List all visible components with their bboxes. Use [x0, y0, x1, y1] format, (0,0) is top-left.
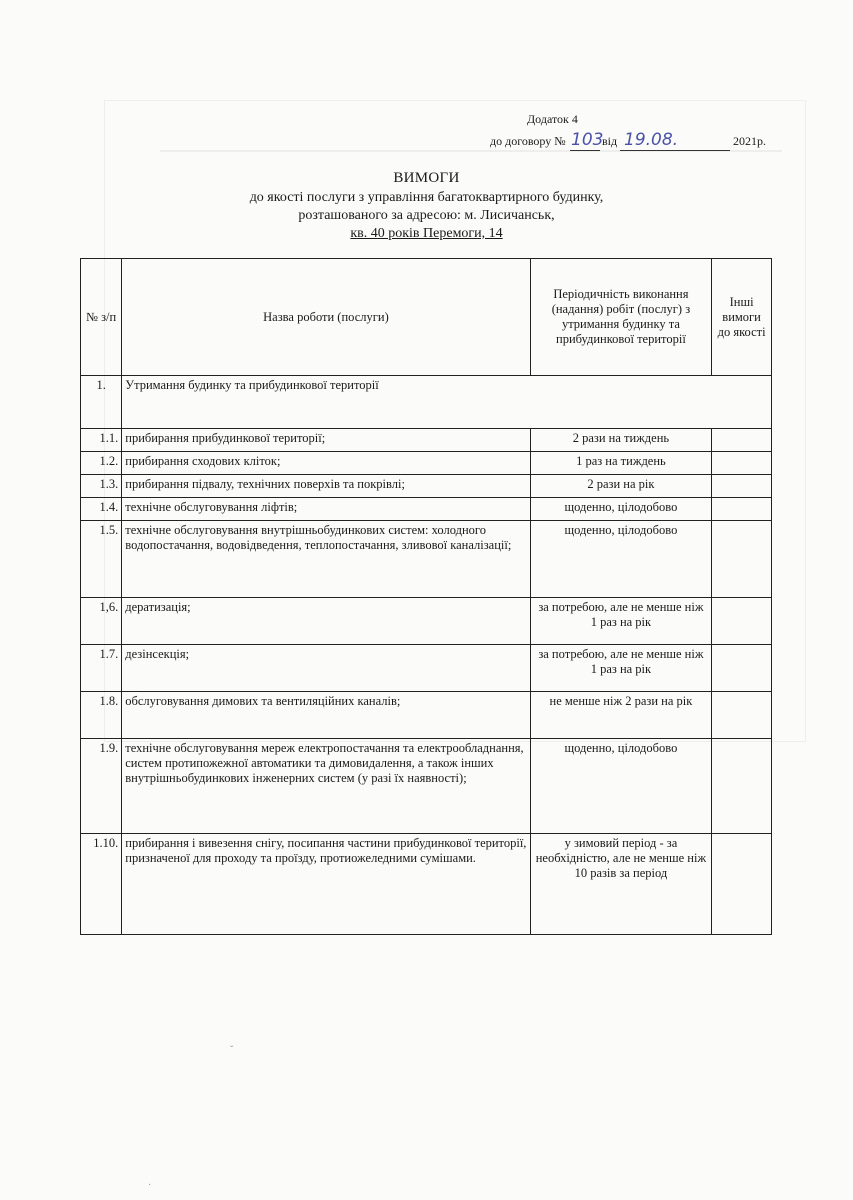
row-frequency: щоденно, цілодобово [530, 498, 712, 521]
doc-subtitle-2: розташованого за адресою: м. Лисичанськ, [298, 208, 555, 223]
section-num: 1. [81, 376, 122, 429]
row-num: 1.9. [81, 739, 122, 834]
row-other [712, 475, 772, 498]
table-row [81, 429, 772, 452]
row-num: 1.7. [81, 645, 122, 692]
section-title: Утримання будинку та прибудинкової території [122, 376, 772, 429]
doc-address: кв. 40 років Перемоги, 14 [350, 226, 503, 241]
row-num: 1.8. [81, 692, 122, 739]
row-other [712, 739, 772, 834]
doc-subtitle-1: до якості послуги з управління багатоквартирного будинку, [249, 190, 604, 205]
row-name: прибирання прибудинкової території; [122, 429, 530, 452]
row-name: технічне обслуговування мереж електропостачання та електрообладнання, систем протипожежної автоматики та димовидалення, а також інших внутрішньобудинкових інженерних систем (у разі їх наявності); [122, 739, 530, 834]
year-suffix: 2021р. [733, 134, 766, 148]
header-frequency: Періодичність виконання (надання) робіт (послуг) з утримання будинку та прибудинкової території [530, 259, 712, 376]
row-name: обслуговування димових та вентиляційних каналів; [122, 692, 530, 739]
row-name: дезінсекція; [122, 645, 530, 692]
row-frequency: 2 рази на тиждень [530, 429, 712, 452]
number-underline [570, 150, 600, 151]
row-frequency: щоденно, цілодобово [530, 739, 712, 834]
row-frequency: не менше ніж 2 рази на рік [530, 692, 712, 739]
row-other [712, 598, 772, 645]
row-other [712, 645, 772, 692]
section-row [81, 376, 772, 429]
row-num: 1.1. [81, 429, 122, 452]
row-other [712, 521, 772, 598]
requirements-table [80, 258, 772, 935]
header-other: Інші вимоги до якості [712, 259, 772, 376]
table-row [81, 739, 772, 834]
row-other [712, 498, 772, 521]
row-name: технічне обслуговування внутрішньобудинкових систем: холодного водопостачання, водовідведення, теплопостачання, зливової каналізації; [122, 521, 530, 598]
row-name: прибирання підвалу, технічних поверхів та покрівлі; [122, 475, 530, 498]
row-name: технічне обслуговування ліфтів; [122, 498, 530, 521]
row-num: 1.4. [81, 498, 122, 521]
row-other [712, 452, 772, 475]
table-header-row [81, 259, 772, 376]
row-num: 1.3. [81, 475, 122, 498]
row-name: прибирання і вивезення снігу, посипання частини прибудинкової території, призначеної для проходу та проїзду, протиожеледними сумішами. [122, 834, 530, 935]
contract-date: 19.08. [624, 130, 679, 150]
row-frequency: 1 раз на тиждень [530, 452, 712, 475]
table-row [81, 598, 772, 645]
contract-reference [490, 130, 780, 156]
row-name: дератизація; [122, 598, 530, 645]
date-prefix: від [602, 134, 618, 148]
table-row [81, 452, 772, 475]
contract-prefix: до договору № [490, 134, 566, 148]
annex-label: Додаток 4 [527, 112, 578, 126]
contract-number: 103 [571, 130, 604, 150]
row-num: 1.10. [81, 834, 122, 935]
scan-speck: ˇ [230, 1045, 234, 1056]
row-frequency: за потребою, але не менше ніж 1 раз на рік [530, 645, 712, 692]
scan-speck: · [148, 1180, 152, 1191]
table-row [81, 692, 772, 739]
table-row [81, 834, 772, 935]
header-name: Назва роботи (послуги) [122, 259, 530, 376]
table-row [81, 475, 772, 498]
row-frequency: у зимовий період - за необхідністю, але не менше ніж 10 разів за період [530, 834, 712, 935]
row-frequency: щоденно, цілодобово [530, 521, 712, 598]
row-other [712, 429, 772, 452]
row-frequency: 2 рази на рік [530, 475, 712, 498]
doc-title: ВИМОГИ [393, 170, 460, 186]
row-num: 1.5. [81, 521, 122, 598]
row-num: 1.2. [81, 452, 122, 475]
row-name: прибирання сходових кліток; [122, 452, 530, 475]
row-other [712, 692, 772, 739]
table-row [81, 498, 772, 521]
row-other [712, 834, 772, 935]
row-num: 1,6. [81, 598, 122, 645]
date-underline [620, 150, 730, 151]
row-frequency: за потребою, але не менше ніж 1 раз на рік [530, 598, 712, 645]
table-row [81, 521, 772, 598]
header-num: № з/п [81, 259, 122, 376]
table-row [81, 645, 772, 692]
